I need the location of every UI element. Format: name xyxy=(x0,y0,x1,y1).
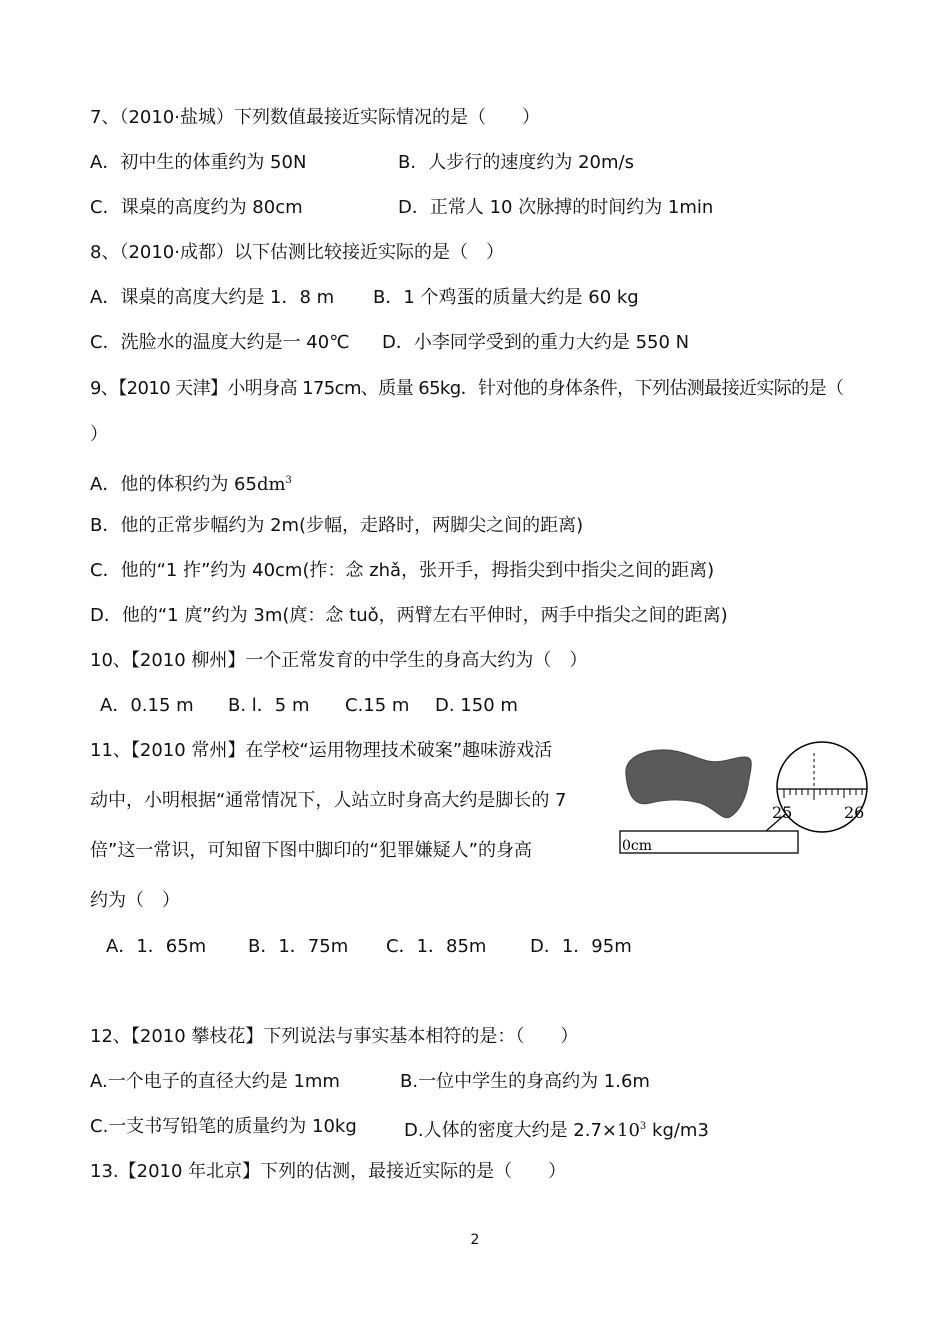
q12-option-b: B.一位中学生的身高约为 1.6m xyxy=(400,1071,650,1092)
q7-option-c: C．课桌的高度约为 80cm xyxy=(90,197,303,218)
q8-option-d: D．小李同学受到的重力大约是 550 N xyxy=(382,332,690,353)
q9-unit-exponent: 3 xyxy=(285,475,292,486)
tick-label-25: 25 xyxy=(772,803,793,822)
q7-option-a: A．初中生的体重约为 50N xyxy=(90,152,307,173)
q12-option-d-text: D.人体的密度大约是 2.7× xyxy=(404,1120,618,1141)
q9-option-d: D．他的“1 庹”约为 3m(庹：念 tuǒ，两臂左右平伸时，两手中指尖之间的距离) xyxy=(90,605,728,626)
q7-stem: 7、（2010·盐城）下列数值最接近实际情况的是（ ） xyxy=(90,107,540,128)
q11-line-4: 约为（ ） xyxy=(90,890,180,911)
q11-line-2: 动中，小明根据“通常情况下，人站立时身高大约是脚长的 7 xyxy=(90,790,567,811)
q9-option-a xyxy=(90,470,292,496)
q10-option-a: A．0.15 m xyxy=(100,695,194,716)
q12-power-base: 10 xyxy=(617,1120,640,1141)
q9-option-a-unit xyxy=(257,474,292,495)
q12-option-d-unit: kg/m3 xyxy=(646,1120,709,1141)
q12-option-c: C.一支书写铅笔的质量约为 10kg xyxy=(90,1116,357,1137)
q12-stem: 12、【2010 攀枝花】下列说法与事实基本相符的是：（ ） xyxy=(90,1026,579,1047)
q9-unit-base: dm xyxy=(256,474,286,495)
q8-option-a: A．课桌的高度大约是 1．8 m xyxy=(90,287,335,308)
q9-stem: 9、【2010 天津】小明身高 175cm、质量 65kg．针对他的身体条件，下列估测最接近实际的是（ xyxy=(90,378,844,399)
q10-stem: 10、【2010 柳州】一个正常发育的中学生的身高大约为（ ） xyxy=(90,650,588,671)
q13-stem: 13.【2010 年北京】下列的估测，最接近实际的是（ ） xyxy=(90,1161,567,1182)
q12-power-exponent: 3 xyxy=(639,1121,647,1132)
q12-option-a: A.一个电子的直径大约是 1mm xyxy=(90,1071,340,1092)
q8-option-c: C．洗脸水的温度大约是一 40℃ xyxy=(90,332,350,353)
q12-option-d xyxy=(404,1116,709,1142)
q8-stem: 8、（2010·成都）以下估测比较接近实际的是（ ） xyxy=(90,242,504,263)
footprint-ruler-figure xyxy=(618,733,880,857)
q9-option-b: B．他的正常步幅约为 2m(步幅，走路时，两脚尖之间的距离) xyxy=(90,515,584,536)
ruler-zero-label: 0cm xyxy=(622,838,653,854)
q9-option-c: C．他的“1 拃”约为 40cm(拃：念 zhǎ，张开手，拇指尖到中指尖之间的距离) xyxy=(90,560,715,581)
q10-option-c: C.15 m xyxy=(345,695,410,716)
q11-line-1: 11、【2010 常州】在学校“运用物理技术破案”趣味游戏活 xyxy=(90,740,553,761)
q11-option-d: D．1．95m xyxy=(530,936,632,957)
q7-option-d: D．正常人 10 次脉搏的时间约为 1min xyxy=(398,197,714,218)
q9-option-a-text: A．他的体积约为 65 xyxy=(90,474,257,495)
q12-option-d-power xyxy=(617,1120,646,1141)
q10-option-d: D. 150 m xyxy=(435,695,518,716)
tick-label-26: 26 xyxy=(844,803,865,822)
q8-option-b: B．1 个鸡蛋的质量大约是 60 kg xyxy=(373,287,639,308)
q9-stem-end: ） xyxy=(90,424,108,445)
q10-option-b: B. l．5 m xyxy=(228,695,310,716)
page-number: 2 xyxy=(470,1232,480,1248)
q11-option-c: C．1．85m xyxy=(386,936,487,957)
q11-line-3: 倍”这一常识，可知留下图中脚印的“犯罪嫌疑人”的身高 xyxy=(90,840,532,861)
q7-option-b: B．人步行的速度约为 20m/s xyxy=(398,152,634,173)
q11-option-a: A．1．65m xyxy=(106,936,207,957)
footprint-shape xyxy=(626,750,751,818)
q11-option-b: B．1．75m xyxy=(248,936,349,957)
